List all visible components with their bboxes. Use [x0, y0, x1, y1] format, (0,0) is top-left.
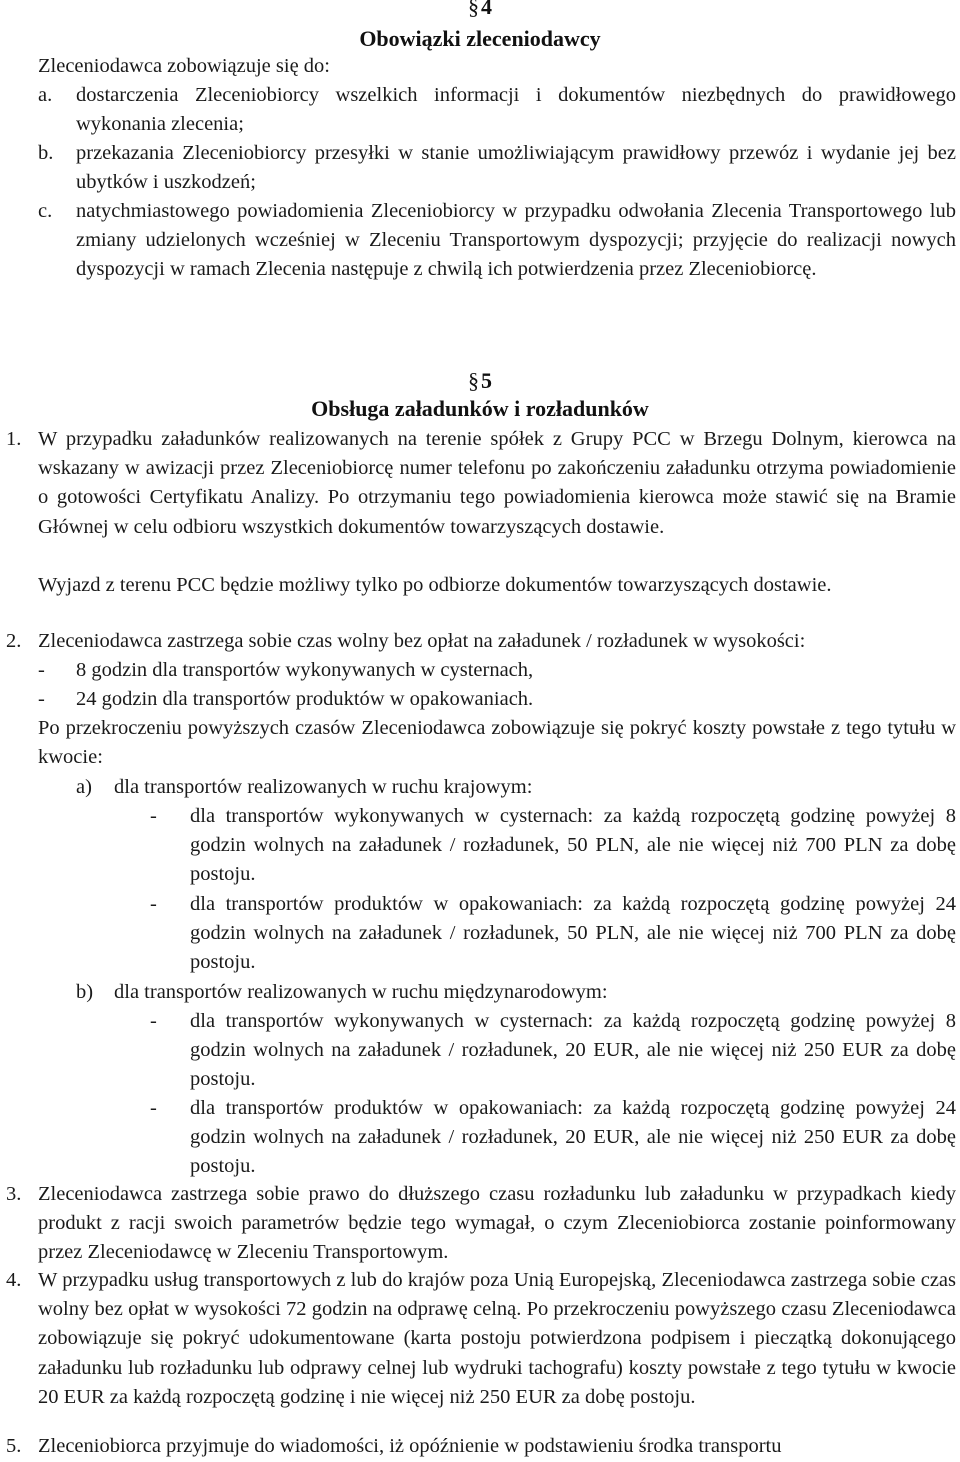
section-5-number — [0, 366, 960, 395]
section-4-intro: Zleceniodawca zobowiązuje się do: — [38, 55, 330, 77]
dash-marker: - — [150, 893, 157, 915]
domestic-cisterns-rate: dla transportów wykonywanych w cysternach: za każdą rozpoczętą godzinę powyżej 8 godzin wolnych na załadunek / rozładunek, 50 PLN, ale nie więcej niż 700 PLN za dobę postoju. — [190, 805, 956, 886]
domestic-packages-rate: dla transportów produktów w opakowaniach: za każdą rozpoczętą godzinę powyżej 24 godzin wolnych na załadunek / rozładunek, 50 PLN, ale nie więcej niż 700 PLN za dobę postoju. — [190, 893, 956, 974]
paragraph-5: Zleceniobiorca przyjmuje do wiadomości, iż opóźnienie w podstawieniu środka transportu — [38, 1435, 782, 1457]
domestic-heading: dla transportów realizowanych w ruchu krajowym: — [114, 776, 533, 798]
paragraph-1-exit: Wyjazd z terenu PCC będzie możliwy tylko po odbiorze dokumentów towarzyszących dostawie. — [38, 574, 832, 596]
dash-marker: - — [150, 1097, 157, 1119]
paragraph-3: Zleceniodawca zastrzega sobie prawo do dłuższego czasu rozładunku lub załadunku w przypadkach kiedy produkt z racji swoich parametrów będzie tego wymagał, o czym Zleceniobiorca zostanie poinformowany przez Zleceniodawcę w Zleceniu Transportowym. — [38, 1183, 956, 1264]
list-marker: 2. — [6, 630, 22, 652]
list-marker: 4. — [6, 1269, 22, 1291]
list-item: dostarczenia Zleceniobiorcy wszelkich informacji i dokumentów niezbędnych do prawidłowego wykonania zlecenia; — [76, 84, 956, 136]
paragraph-1: W przypadku załadunków realizowanych na terenie spółek z Grupy PCC w Brzegu Dolnym, kierowca na wskazany w awizacji przez Zleceniobiorcę numer telefonu po zakończeniu załadunku otrzyma powiadomienie o gotowości Certyfikatu Analizy. Po otrzymaniu tego powiadomienia kierowca może stawić się na Bramie Głównej w celu odbioru wszystkich dokumentów towarzyszących dostawie. — [38, 428, 956, 538]
list-marker: a) — [76, 776, 92, 798]
list-marker: 5. — [6, 1435, 22, 1457]
list-marker: 3. — [6, 1183, 22, 1205]
dash-marker: - — [38, 688, 45, 710]
section-number: 4 — [481, 0, 492, 19]
paragraph-4: W przypadku usług transportowych z lub do krajów poza Unią Europejską, Zleceniodawca zastrzega sobie czas wolny bez opłat w wysokości 72 godzin na odprawę celną. Po przekroczeniu powyższego czasu Zleceniodawca zobowiązuje się pokryć udokumentowane (karta postoju potwierdzona podpisem i pieczątką dokonującego załadunku lub rozładunku lub odprawy celnej lub wydruki tachografu) koszty powstałe z tego tytułu w kwocie 20 EUR za każdą rozpoczętą godzinę i nie więcej niż 250 EUR za dobę postoju. — [38, 1269, 956, 1408]
section-number: 5 — [481, 368, 492, 393]
dash-marker: - — [38, 659, 45, 681]
paragraph-2-costs: Po przekroczeniu powyższych czasów Zleceniodawca zobowiązuje się pokryć koszty powstałe z tego tytułu w kwocie: — [38, 717, 956, 769]
list-marker: b. — [38, 142, 54, 164]
international-packages-rate: dla transportów produktów w opakowaniach: za każdą rozpoczętą godzinę powyżej 24 godzin wolnych na załadunek / rozładunek, 20 EUR, ale nie więcej niż 250 EUR za dobę postoju. — [190, 1097, 956, 1178]
list-marker: c. — [38, 200, 53, 222]
paragraph-2: Zleceniodawca zastrzega sobie czas wolny bez opłat na załadunek / rozładunek w wysokości: — [38, 630, 806, 652]
list-marker: b) — [76, 981, 94, 1003]
section-4-title: Obowiązki zleceniodawcy — [359, 26, 601, 51]
section-5-title: Obsługa załadunków i rozładunków — [311, 396, 649, 421]
section-4-number — [0, 0, 960, 21]
list-marker: a. — [38, 84, 53, 106]
international-heading: dla transportów realizowanych w ruchu międzynarodowym: — [114, 981, 608, 1003]
list-item: przekazania Zleceniobiorcy przesyłki w stanie umożliwiającym prawidłowy przewóz i wydanie jej bez ubytków i uszkodzeń; — [76, 142, 956, 194]
free-time-packages: 24 godzin dla transportów produktów w opakowaniach. — [76, 688, 534, 710]
paragraph-sign: § — [468, 368, 479, 393]
dash-marker: - — [150, 1010, 157, 1032]
list-item: natychmiastowego powiadomienia Zleceniobiorcy w przypadku odwołania Zlecenia Transportowego lub zmiany udzielonych wcześniej w Zleceniu Transportowym dyspozycji; przyjęcie do realizacji nowych dyspozycji w ramach Zlecenia następuje z chwilą ich potwierdzenia przez Zleceniobiorcę. — [76, 200, 956, 281]
dash-marker: - — [150, 805, 157, 827]
international-cisterns-rate: dla transportów wykonywanych w cysternach: za każdą rozpoczętą godzinę powyżej 8 godzin wolnych na załadunek / rozładunek, 20 EUR, ale nie więcej niż 250 EUR za dobę postoju. — [190, 1010, 956, 1091]
list-marker: 1. — [6, 428, 22, 450]
paragraph-sign: § — [468, 0, 479, 19]
free-time-cisterns: 8 godzin dla transportów wykonywanych w cysternach, — [76, 659, 534, 681]
